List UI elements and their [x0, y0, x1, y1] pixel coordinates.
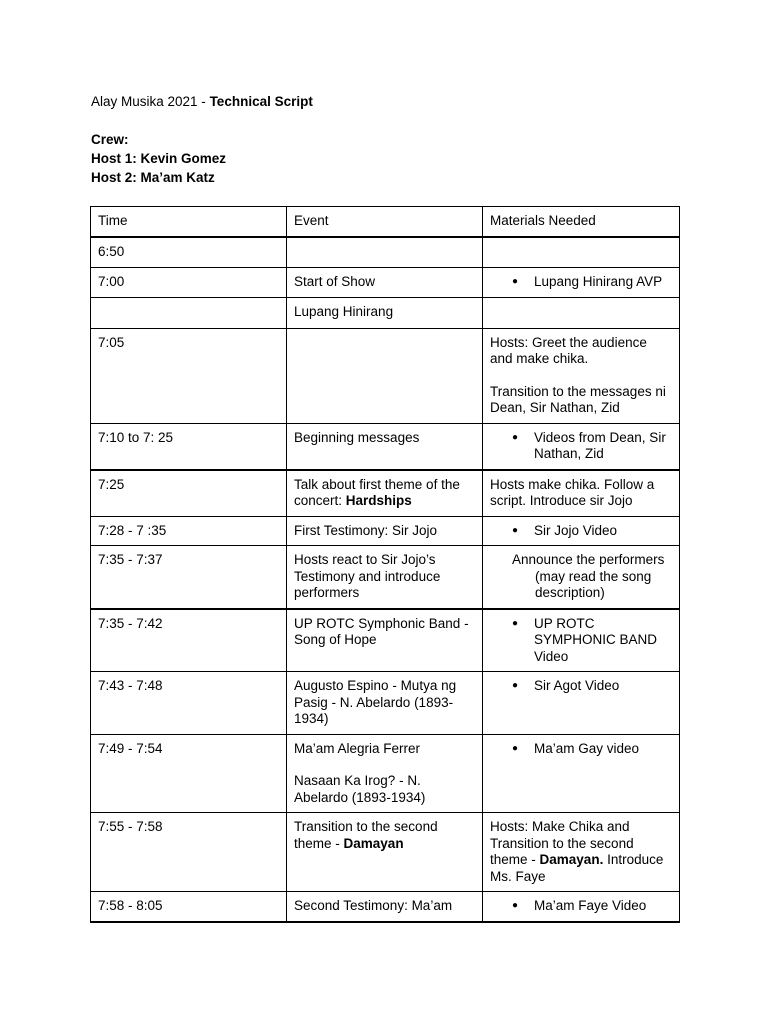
cell-time: 7:35 - 7:37	[91, 546, 287, 609]
theme-name: Damayan.	[539, 852, 604, 867]
table-row	[91, 892, 680, 922]
header-materials: Materials Needed	[483, 207, 680, 237]
materials-text: Introduce Ms. Faye	[490, 852, 664, 884]
cell-materials	[483, 328, 680, 423]
cell-materials	[483, 672, 680, 735]
crew-label: Crew:	[91, 132, 129, 147]
event-paragraph: Ma’am Alegria Ferrer	[294, 740, 421, 756]
theme-name: Damayan	[343, 835, 404, 851]
cell-event	[287, 734, 483, 813]
cell-materials	[483, 268, 680, 298]
host-2: Host 2: Ma’am Katz	[91, 170, 215, 185]
cell-event	[287, 237, 483, 268]
table-row	[91, 470, 680, 517]
table-row	[91, 297, 680, 328]
header-event: Event	[287, 207, 483, 237]
table-row	[91, 813, 680, 892]
table-row	[91, 516, 680, 546]
cell-event	[287, 813, 483, 892]
cell-materials	[483, 734, 680, 813]
table-row	[91, 328, 680, 423]
materials-paragraph: Hosts: Greet the audience and make chika.	[490, 334, 647, 366]
materials-text: Announce the performers (may read the song description)	[512, 552, 665, 600]
cell-event: Second Testimony: Ma’am	[287, 892, 483, 922]
materials-text: Hosts: Make Chika and Transition to the second theme -	[490, 819, 634, 867]
cell-time: 7:28 - 7 :35	[91, 516, 287, 546]
cell-time: 7:43 - 7:48	[91, 672, 287, 735]
table-row	[91, 609, 680, 672]
header-time: Time	[91, 207, 287, 237]
cell-materials	[483, 297, 680, 328]
cell-time	[91, 297, 287, 328]
cell-materials	[483, 423, 680, 470]
cell-time: 7:49 - 7:54	[91, 734, 287, 813]
table-row	[91, 672, 680, 735]
theme-name: Hardships	[345, 493, 412, 508]
document-title	[91, 92, 313, 111]
material-bullet: ● Ma’am Faye Video	[490, 898, 672, 915]
materials-paragraph: Transition to the messages ni Dean, Sir Nathan, Zid	[490, 383, 666, 415]
material-bullet: ● Lupang Hinirang AVP	[490, 274, 672, 291]
material-bullet: ● Ma’am Gay video	[490, 741, 672, 758]
cell-materials: Hosts make chika. Follow a script. Introduce sir Jojo	[483, 470, 680, 517]
event-paragraph: Nasaan Ka Irog? - N. Abelardo (1893-1934)	[294, 773, 426, 805]
technical-script-table	[90, 206, 680, 923]
event-text: Transition to the second theme -	[294, 819, 438, 851]
cell-time: 7:00	[91, 268, 287, 298]
cell-time: 7:55 - 7:58	[91, 813, 287, 892]
material-bullet: ● Videos from Dean, Sir Nathan, Zid	[490, 430, 672, 463]
cell-materials	[483, 813, 680, 892]
document-header	[91, 92, 313, 187]
table-row	[91, 546, 680, 609]
table-row	[91, 423, 680, 470]
cell-event	[287, 470, 483, 517]
table-row	[91, 268, 680, 298]
cell-time: 7:10 to 7: 25	[91, 423, 287, 470]
cell-time: 7:58 - 8:05	[91, 892, 287, 922]
host-1: Host 1: Kevin Gomez	[91, 151, 227, 166]
cell-event: Start of Show	[287, 268, 483, 298]
title-prefix: Alay Musika 2021 -	[91, 94, 210, 109]
cell-time: 7:05	[91, 328, 287, 423]
material-bullet: ● UP ROTC SYMPHONIC BAND Video	[490, 616, 672, 666]
cell-event: Beginning messages	[287, 423, 483, 470]
cell-materials	[483, 516, 680, 546]
cell-event	[287, 328, 483, 423]
cell-materials	[483, 609, 680, 672]
cell-time: 7:25	[91, 470, 287, 517]
cell-materials	[483, 892, 680, 922]
table-row	[91, 734, 680, 813]
cell-time: 7:35 - 7:42	[91, 609, 287, 672]
table-row	[91, 237, 680, 268]
material-bullet: ● Sir Agot Video	[490, 678, 672, 695]
title-bold: Technical Script	[209, 94, 313, 109]
cell-event: Lupang Hinirang	[287, 297, 483, 328]
cell-event: UP ROTC Symphonic Band - Song of Hope	[287, 609, 483, 672]
table-header-row	[91, 207, 680, 237]
cell-time: 6:50	[91, 237, 287, 268]
cell-event: First Testimony: Sir Jojo	[287, 516, 483, 546]
cell-materials	[483, 546, 680, 609]
material-bullet: ● Sir Jojo Video	[490, 523, 672, 540]
cell-event: Hosts react to Sir Jojo’s Testimony and introduce performers	[287, 546, 483, 609]
event-text: Talk about first theme of the concert:	[294, 476, 460, 508]
cell-materials	[483, 237, 680, 268]
cell-event: Augusto Espino - Mutya ng Pasig - N. Abelardo (1893-1934)	[287, 672, 483, 735]
